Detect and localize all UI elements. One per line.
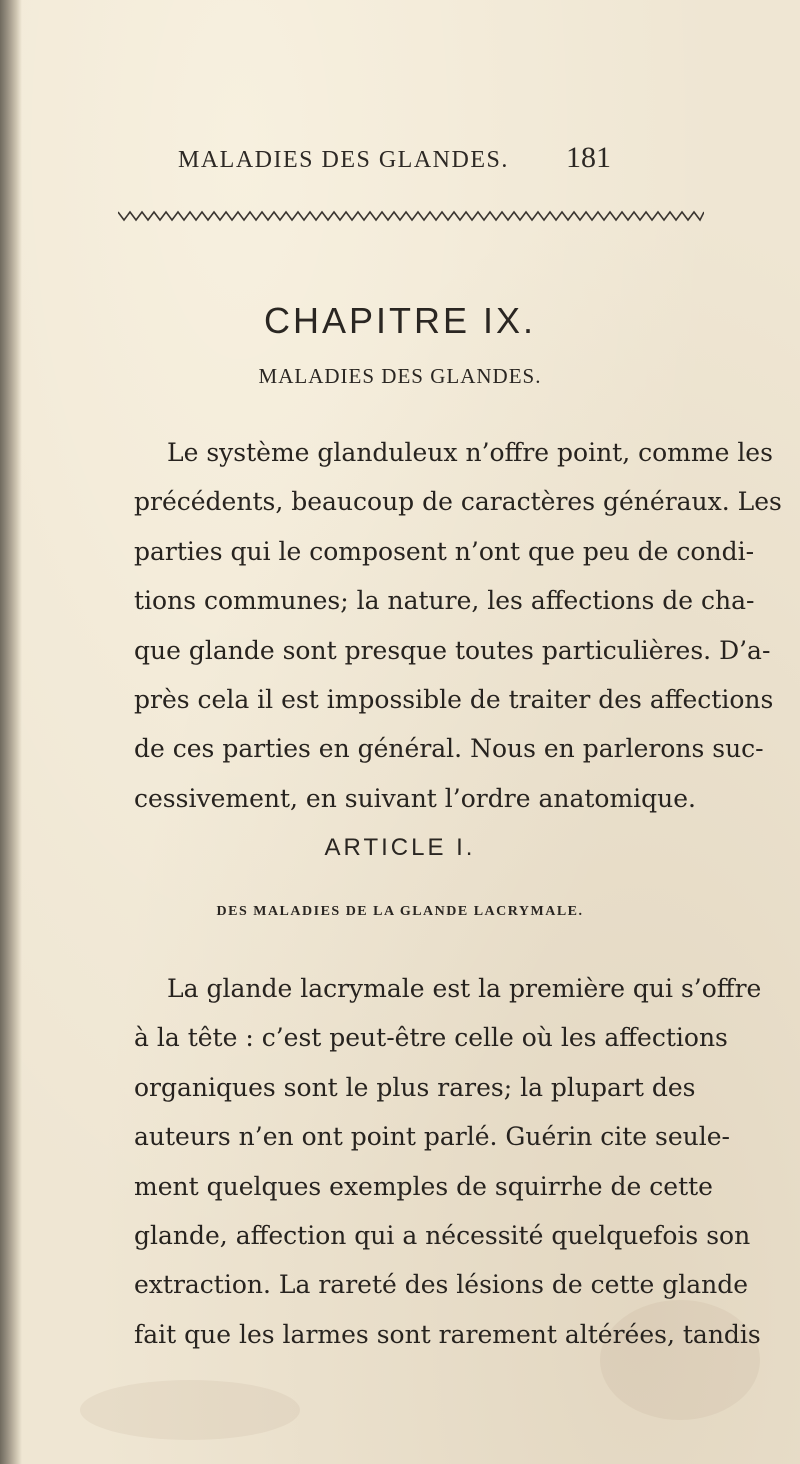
chapter-subtitle: MALADIES DES GLANDES. bbox=[258, 364, 542, 388]
article-subtitle: DES MALADIES DE LA GLANDE LACRYMALE. bbox=[216, 904, 584, 919]
running-head: MALADIES DES GLANDES. bbox=[178, 147, 509, 173]
article-title: ARTICLE I. bbox=[324, 834, 476, 861]
text-line: parties qui le composent n’ont que peu de condi- bbox=[134, 536, 755, 566]
text-line: fait que les larmes sont rarement altérées, tandis bbox=[134, 1319, 761, 1349]
article-paragraph bbox=[134, 964, 762, 1359]
binding-edge bbox=[0, 0, 22, 1464]
text-line: auteurs n’en ont point parlé. Guérin cite seule- bbox=[134, 1122, 731, 1152]
intro-paragraph bbox=[134, 428, 782, 823]
text-line: près cela il est impossible de traiter des affections bbox=[134, 685, 774, 715]
page-number: 181 bbox=[566, 141, 611, 174]
text-line: cessivement, en suivant l’ordre anatomique. bbox=[134, 783, 696, 813]
text-line: à la tête : c’est peut-être celle où les affections bbox=[134, 1023, 728, 1053]
text-line: glande, affection qui a nécessité quelquefois son bbox=[134, 1221, 751, 1251]
text-line: tions communes; la nature, les affections de cha- bbox=[134, 586, 755, 616]
chapter-title: CHAPITRE IX. bbox=[263, 300, 537, 341]
text-line: La glande lacrymale est la première qui s’offre bbox=[167, 974, 762, 1003]
text-line: que glande sont presque toutes particulières. D’a- bbox=[134, 635, 771, 665]
text-line: ment quelques exemples de squirrhe de cette bbox=[134, 1171, 713, 1201]
text-line: extraction. La rareté des lésions de cette glande bbox=[134, 1270, 749, 1300]
text-line: Le système glanduleux n’offre point, comme les bbox=[167, 438, 773, 467]
paper-stain bbox=[80, 1380, 300, 1440]
text-line: organiques sont le plus rares; la plupart des bbox=[134, 1072, 696, 1102]
text-line: précédents, beaucoup de caractères généraux. Les bbox=[134, 487, 782, 517]
decorative-rule bbox=[118, 208, 704, 222]
text-line: de ces parties en général. Nous en parlerons suc- bbox=[134, 734, 764, 764]
